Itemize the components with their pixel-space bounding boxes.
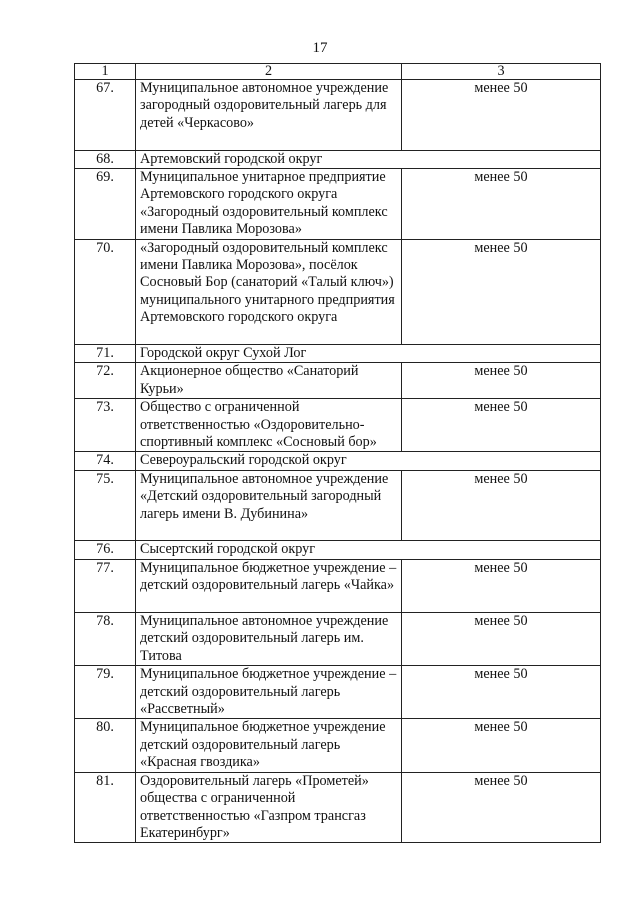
row-number: 81.	[75, 772, 136, 843]
capacity-value: менее 50	[402, 666, 601, 719]
table-row	[75, 470, 601, 541]
table-body	[75, 64, 601, 843]
table-row	[75, 345, 601, 363]
row-number: 75.	[75, 470, 136, 541]
table-row	[75, 150, 601, 168]
capacity-value: менее 50	[402, 363, 601, 399]
facility-name: Муниципальное автономное учреждение загородный оздоровительный лагерь для детей «Черкасово»	[136, 80, 402, 151]
capacity-value: менее 50	[402, 399, 601, 452]
facility-name: Муниципальное автономное учреждение «Детский оздоровительный загородный лагерь имени В. Дубинина»	[136, 470, 402, 541]
section-title: Городской округ Сухой Лог	[136, 345, 601, 363]
row-number: 69.	[75, 169, 136, 240]
facility-name: Общество с ограниченной ответственностью «Оздоровительно-спортивный комплекс «Сосновый бор»	[136, 399, 402, 452]
header-col-1: 1	[75, 64, 136, 80]
table-row	[75, 399, 601, 452]
capacity-value: менее 50	[402, 772, 601, 843]
capacity-value: менее 50	[402, 80, 601, 151]
row-number: 68.	[75, 150, 136, 168]
row-number: 76.	[75, 541, 136, 559]
facility-name: Муниципальное бюджетное учреждение – детский оздоровительный лагерь «Чайка»	[136, 559, 402, 612]
row-number: 79.	[75, 666, 136, 719]
row-number: 70.	[75, 239, 136, 344]
table-row	[75, 239, 601, 344]
header-col-2: 2	[136, 64, 402, 80]
row-number: 72.	[75, 363, 136, 399]
row-number: 73.	[75, 399, 136, 452]
page-number: 17	[312, 40, 328, 56]
facility-name: Оздоровительный лагерь «Прометей» общества с ограниченной ответственностью «Газпром трансгаз Екатеринбург»	[136, 772, 402, 843]
facility-name: Муниципальное бюджетное учреждение – детский оздоровительный лагерь «Рассветный»	[136, 666, 402, 719]
capacity-value: менее 50	[402, 169, 601, 240]
capacity-value: менее 50	[402, 470, 601, 541]
facility-name: Муниципальное автономное учреждение детский оздоровительный лагерь им. Титова	[136, 613, 402, 666]
table-row	[75, 80, 601, 151]
table-row	[75, 452, 601, 470]
table-row	[75, 772, 601, 843]
table-row	[75, 559, 601, 612]
row-number: 77.	[75, 559, 136, 612]
section-title: Сысертский городской округ	[136, 541, 601, 559]
table-header-row	[75, 64, 601, 80]
facility-name: Муниципальное бюджетное учреждение детский оздоровительный лагерь «Красная гвоздика»	[136, 719, 402, 772]
header-col-3: 3	[402, 64, 601, 80]
table-row	[75, 541, 601, 559]
section-title: Артемовский городской округ	[136, 150, 601, 168]
table-row	[75, 666, 601, 719]
capacity-value: менее 50	[402, 559, 601, 612]
section-title: Североуральский городской округ	[136, 452, 601, 470]
table-row	[75, 613, 601, 666]
capacity-value: менее 50	[402, 239, 601, 344]
capacity-value: менее 50	[402, 613, 601, 666]
facility-name: Муниципальное унитарное предприятие Артемовского городского округа «Загородный оздоровительный комплекс имени Павлика Морозова»	[136, 169, 402, 240]
table-row	[75, 719, 601, 772]
row-number: 67.	[75, 80, 136, 151]
table-row	[75, 169, 601, 240]
facility-name: Акционерное общество «Санаторий Курьи»	[136, 363, 402, 399]
table-row	[75, 363, 601, 399]
facilities-table	[74, 63, 601, 843]
row-number: 78.	[75, 613, 136, 666]
facility-name: «Загородный оздоровительный комплекс имени Павлика Морозова», посёлок Сосновый Бор (санаторий «Талый ключ») муниципального унитарного предприятия Артемовского городского округа	[136, 239, 402, 344]
capacity-value: менее 50	[402, 719, 601, 772]
row-number: 71.	[75, 345, 136, 363]
row-number: 74.	[75, 452, 136, 470]
row-number: 80.	[75, 719, 136, 772]
